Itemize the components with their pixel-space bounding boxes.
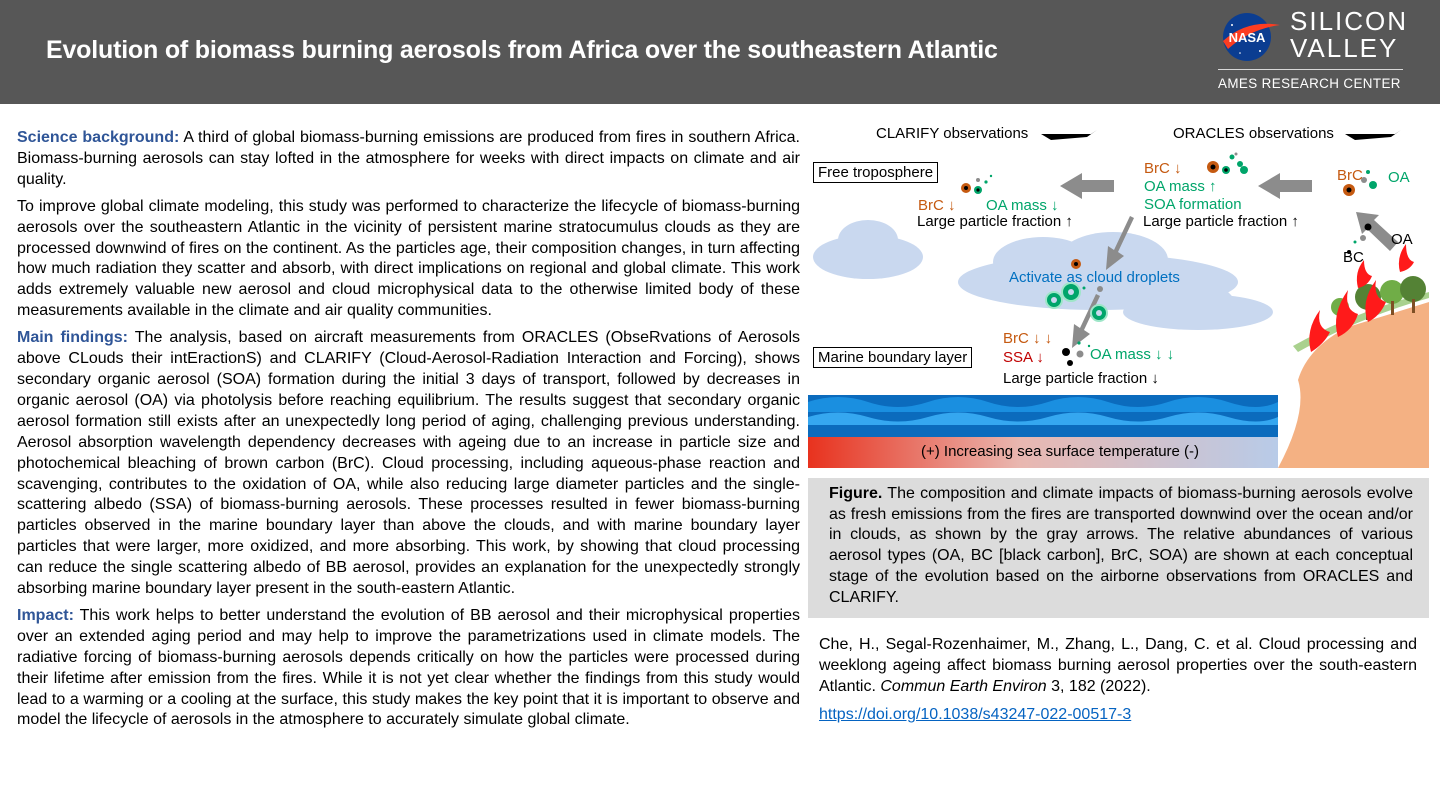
- oracles-airplane-icon: [1345, 130, 1401, 140]
- doi-link[interactable]: https://doi.org/10.1038/s43247-022-00517-3: [819, 706, 1132, 723]
- oracles-observations-label: ORACLES observations: [1173, 125, 1334, 142]
- arrow-stage1-to-stage2: [1060, 173, 1114, 199]
- marine-boundary-layer-label: Marine boundary layer: [813, 347, 972, 368]
- brand-line2: VALLEY: [1290, 33, 1399, 63]
- impact-heading: Impact:: [17, 606, 74, 624]
- citation-details: 3, 182 (2022).: [1051, 678, 1151, 695]
- figure-caption-label: Figure.: [829, 485, 883, 502]
- brand-line1: SILICON: [1290, 6, 1409, 36]
- clarify-observations-label: CLARIFY observations: [876, 125, 1029, 142]
- figure-caption-text: The composition and climate impacts of biomass-burning aerosols evolve as fresh emissions from the fires are transported downwind over the ocean and/or in clouds, as shown by the gray arrows. The relative abundances of various aerosol types (OA, BC [black carbon], BrC, SOA) are shown at each conceptual stage of the evolution based on the airborne observations from ORACLES and CLARIFY.: [829, 485, 1414, 606]
- source-bc-label: BC: [1343, 249, 1364, 266]
- brand-divider: [1218, 69, 1403, 70]
- study-purpose-paragraph: To improve global climate modeling, this study was performed to characterize the lifecycle of biomass-burning aerosols over the southeastern Atlantic in the vicinity of persistent marine stratocumulus clouds as they are processed downwind of fires on the continent. As the particles age, their composition changes, in turn affecting how much radiation they scatter and absorb, with direct implications on regional and global climate. This work adds extremely valuable new aerosol and cloud microphysical data to the otherwise limited body of these measurements available in the climate and air quality communities.: [17, 197, 800, 320]
- stage3-ssa-label: SSA ↓: [1003, 349, 1044, 366]
- stage2-oa-label: OA mass ↓: [986, 197, 1059, 214]
- fire-5: [1399, 244, 1414, 272]
- silicon-valley-brand: [1290, 8, 1408, 62]
- aerosol-evolution-figure: [808, 112, 1429, 478]
- impact-paragraph: [17, 606, 800, 731]
- stage1-particles: [1207, 153, 1248, 175]
- african-coast: [1278, 302, 1429, 468]
- stage2-particles: [961, 175, 992, 194]
- stage1-brc-label: BrC ↓: [1144, 160, 1182, 177]
- trunk-3: [1412, 299, 1415, 313]
- citation: [819, 634, 1417, 697]
- stage3-large-particle-label: Large particle fraction ↓: [1003, 370, 1159, 387]
- free-troposphere-label: Free troposphere: [813, 162, 938, 183]
- science-background-heading: Science background:: [17, 129, 180, 146]
- stage2-brc-label: BrC ↓: [918, 197, 956, 214]
- figure-caption: [829, 484, 1413, 608]
- source-oa2-label: OA: [1391, 231, 1413, 248]
- clarify-airplane-icon: [1041, 130, 1097, 140]
- citation-journal: Commun Earth Environ: [880, 678, 1047, 695]
- mbl-particles: [1062, 341, 1090, 366]
- activate-cloud-droplets-label: Activate as cloud droplets: [1009, 269, 1180, 286]
- page-title: Evolution of biomass burning aerosols from Africa over the southeastern Atlantic: [46, 36, 998, 64]
- science-background-text: A third of global biomass-burning emissions are produced from fires in southern Africa. Biomass-burning aerosols can stay lofted in the atmosphere for weeks with direct impacts on climate and air quality.: [17, 129, 801, 188]
- stage3-oa-label: OA mass ↓ ↓: [1090, 346, 1175, 363]
- main-findings-paragraph: [17, 328, 800, 600]
- ames-research-center: AMES RESEARCH CENTER: [1218, 76, 1401, 91]
- nasa-logo: [1220, 11, 1282, 63]
- stage1-soa-label: SOA formation: [1144, 196, 1242, 213]
- source-oa-label: OA: [1388, 169, 1410, 186]
- stage3-brc-label: BrC ↓ ↓: [1003, 330, 1053, 347]
- main-text-column: [17, 128, 800, 737]
- cloud-left: [813, 220, 923, 279]
- main-findings-heading: Main findings:: [17, 329, 129, 347]
- main-findings-text: The analysis, based on aircraft measurements from ORACLES (ObseRvations of Aerosols above CLouds their intEractionS) and CLARIFY (Cloud-Aerosol-Radiation Interaction and Forcing), shows secondary organic aerosol (SOA) formation during the initial 3 days of transport, followed by decreases in organic aerosol (OA) via photolysis before reaching equilibrium. The results suggest that secondary organic aerosol formation still exists after an unexpectedly long period of aging, challenging previous understanding. Aerosol absorption wavelength dependency decreases with ageing due to an increase in particle size and photochemical bleaching of brown carbon (BrC). Cloud processing, including aqueous-phase reaction and scavenging, contributes to the oxidation of OA, while also reducing large diameter particles and the single-scattering albedo (SSA) of biomass-burning aerosols. These processes resulted in fewer biomass-burning particles observed in the marine boundary layer than above the clouds, and with marine boundary layer particles that were larger, more oxidized, and more absorbing. This work, by showing that cloud processing can reduce the single scattering albedo of BB aerosol, provides an explanation for the unexpectedly strongly absorbing marine boundary layer present in the south-eastern Atlantic.: [17, 329, 800, 598]
- source-brc-label: BrC: [1337, 167, 1363, 184]
- science-background-paragraph: [17, 128, 800, 191]
- trunk-2: [1391, 301, 1394, 315]
- nasa-logo-text: NASA: [1228, 30, 1266, 45]
- stage1-oa-label: OA mass ↑: [1144, 178, 1217, 195]
- stage2-large-particle-label: Large particle fraction ↑: [917, 213, 1073, 230]
- tree-3: [1400, 276, 1426, 302]
- sea-surface-temperature-label: (+) Increasing sea surface temperature (-): [921, 443, 1200, 460]
- stage1-large-particle-label: Large particle fraction ↑: [1143, 213, 1299, 230]
- figure-caption-box: [808, 478, 1429, 618]
- citation-authors-title: Che, H., Segal-Rozenhaimer, M., Zhang, L., Dang, C. et al. Cloud processing and weeklong ageing affect biomass burning aerosol properties over the south-eastern Atlantic.: [819, 636, 1417, 695]
- arrow-source-to-stage1: [1258, 173, 1312, 199]
- impact-text: This work helps to better understand the evolution of BB aerosol and their microphysical properties over an extended aging period and may help to improve the parametrizations used in climate models. The radiative forcing of biomass-burning aerosols depends critically on how the particles were processed during their lifetime after emission from the fires. While it is not yet clear whether the findings from this study would lead to a warming or a cooling at the surface, this study makes the key point that it is important to observe and model the lifecycle of aerosols in the atmosphere to accurately simulate global climate.: [17, 606, 801, 729]
